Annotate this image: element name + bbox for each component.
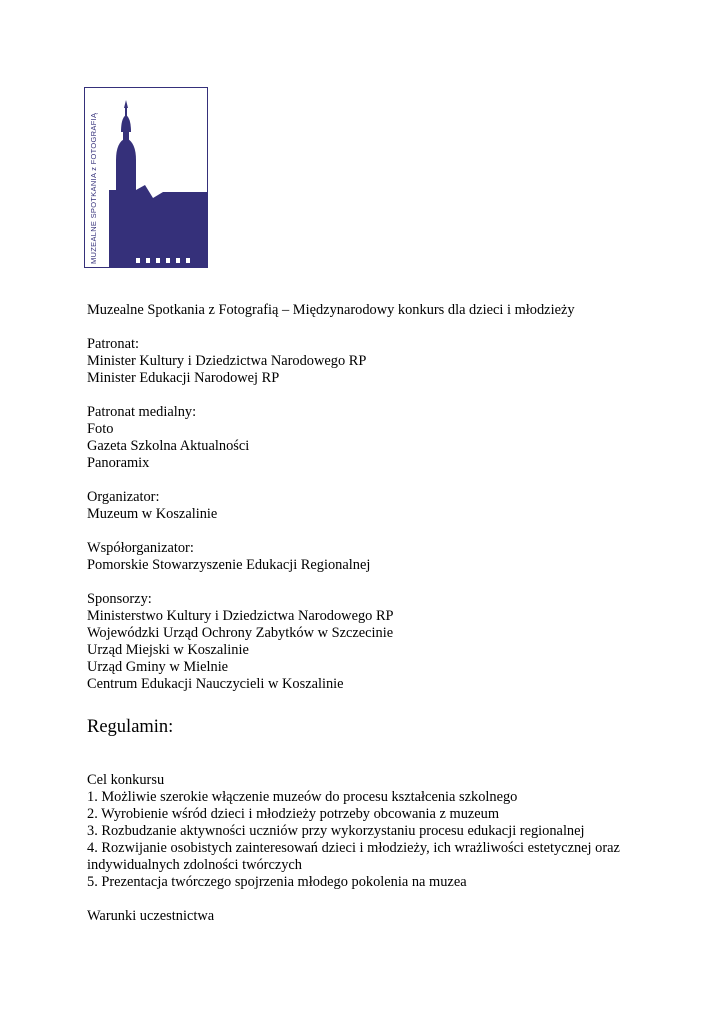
sponsor-item: Urząd Gminy w Mielnie: [87, 659, 229, 675]
patronat-medialny-item: Gazeta Szkolna Aktualności: [87, 438, 250, 454]
regulamin-heading: Regulamin:: [87, 717, 174, 737]
wspolorganizator-item: Pomorskie Stowarzyszenie Edukacji Regionalnej: [87, 557, 371, 573]
sponsor-item: Centrum Edukacji Nauczycieli w Koszalinie: [87, 676, 344, 692]
cel-item: 1. Możliwie szerokie włączenie muzeów do procesu kształcenia szkolnego: [87, 789, 518, 805]
warunki-heading: Warunki uczestnictwa: [87, 908, 215, 924]
cel-label: Cel konkursu: [87, 772, 165, 788]
document-body: [87, 302, 647, 925]
patronat-item: Minister Edukacji Narodowej RP: [87, 370, 280, 386]
patronat-item: Minister Kultury i Dziedzictwa Narodowego RP: [87, 353, 367, 369]
sponsor-item: Ministerstwo Kultury i Dziedzictwa Narodowego RP: [87, 608, 394, 624]
patronat-medialny-item: Foto: [87, 421, 114, 437]
patronat-label: Patronat:: [87, 336, 139, 352]
sponsorzy-label: Sponsorzy:: [87, 591, 152, 607]
logo-text: MUZEALNE SPOTKANIA z FOTOGRAFIĄ: [89, 112, 98, 264]
organizator-label: Organizator:: [87, 489, 160, 505]
patronat-medialny-label: Patronat medialny:: [87, 404, 197, 420]
cel-item: 4. Rozwijanie osobistych zainteresowań dzieci i młodzieży, ich wrażliwości estetycznej oraz indywidualnych zdolności twórczych: [87, 840, 620, 873]
church-tower-icon: [85, 88, 208, 268]
cel-item: 2. Wyrobienie wśród dzieci i młodzieży potrzeby obcowania z muzeum: [87, 806, 500, 822]
wspolorganizator-label: Współorganizator:: [87, 540, 194, 556]
sponsor-item: Urząd Miejski w Koszalinie: [87, 642, 249, 658]
patronat-medialny-item: Panoramix: [87, 455, 150, 471]
organizator-item: Muzeum w Koszalinie: [87, 506, 218, 522]
intro-line: Muzealne Spotkania z Fotografią – Międzynarodowy konkurs dla dzieci i młodzieży: [87, 302, 575, 318]
museum-logo: [84, 87, 208, 268]
cel-item: 3. Rozbudzanie aktywności uczniów przy wykorzystaniu procesu edukacji regionalnej: [87, 823, 585, 839]
cel-item: 5. Prezentacja twórczego spojrzenia młodego pokolenia na muzea: [87, 874, 467, 890]
sponsor-item: Wojewódzki Urząd Ochrony Zabytków w Szczecinie: [87, 625, 394, 641]
